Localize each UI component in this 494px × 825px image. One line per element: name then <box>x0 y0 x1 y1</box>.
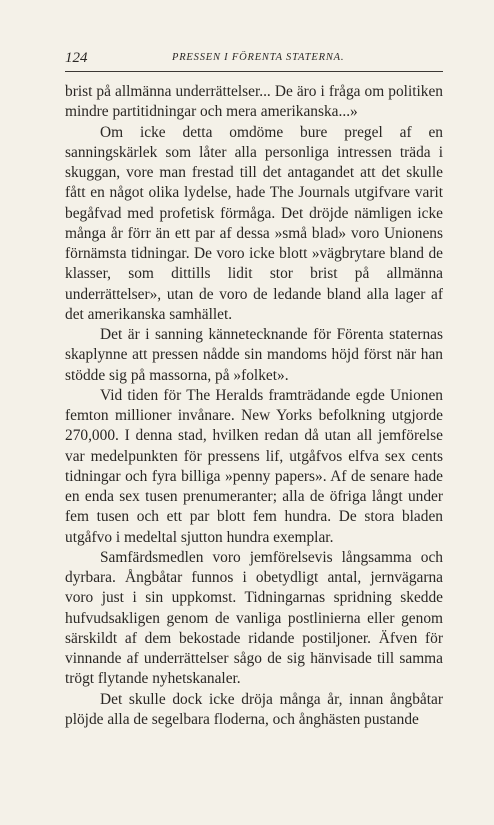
paragraph: Om icke detta omdöme bure pregel af en sanningskärlek som låter alla personliga intressen träda i skuggan, vore man frestad till det antagandet att det skulle fått en något olika lydelse, hade The Journals utgifvare varit begåfvad med profetisk förmåga. Det dröjde nämligen icke många år förr än ett par af dessa »små blad» voro Unionens förnämsta tidningar. De voro icke blott »vägbrytare bland de klasser, som dittills lidit stor brist på allmänna underrättelser», utan de voro de ledande bland alla lager af det amerikanska samhället. <box>65 123 443 323</box>
paragraph: Samfärdsmedlen voro jemförelsevis långsamma och dyrbara. Ångbåtar funnos i obetydligt antal, jernvägarna voro just i sin uppkomst. Tidningarnas spridning skedde hufvudsakligen genom de vanliga postlinierna eller genom särskildt af dem bekostade ridande postiljoner. Äfven för vinnande af underrättelser sågo de sig hänvisade till samma trögt flytande nyhetskanaler. <box>65 548 443 688</box>
header-rule <box>65 71 443 72</box>
paragraph: Det är i sanning kännetecknande för Förenta staternas skaplynne att pressen nådde sin mandoms höjd först när han stödde sig på massorna, på »folket». <box>65 326 443 384</box>
page-header <box>65 48 443 70</box>
body-text <box>65 82 443 730</box>
paragraph: Det skulle dock icke dröja många år, innan ångbåtar plöjde alla de segelbara floderna, och ånghästen pustande <box>65 690 443 728</box>
page-number: 124 <box>65 50 88 66</box>
paragraph: Vid tiden för The Heralds framträdande egde Unionen femton millioner invånare. New Yorks befolkning utgjorde 270,000. I denna stad, hvilken redan då utan all jemförelse var medelpunkten för pressens lif, utgåfvos elfva sex cents tidningar och fyra billiga »penny papers». Af de senare hade en enda sex tusen prenumeranter; alla de öfriga långt under fem tusen och ett par blott fem hundra. De stora bladen utgåfvo i medeltal sjutton hundra exemplar. <box>65 386 443 546</box>
running-title: PRESSEN I FÖRENTA STATERNA. <box>172 52 345 63</box>
paragraph-continued: brist på allmänna underrättelser... De äro i fråga om politiken mindre partitidningar och mera amerikanska...» <box>65 83 443 121</box>
